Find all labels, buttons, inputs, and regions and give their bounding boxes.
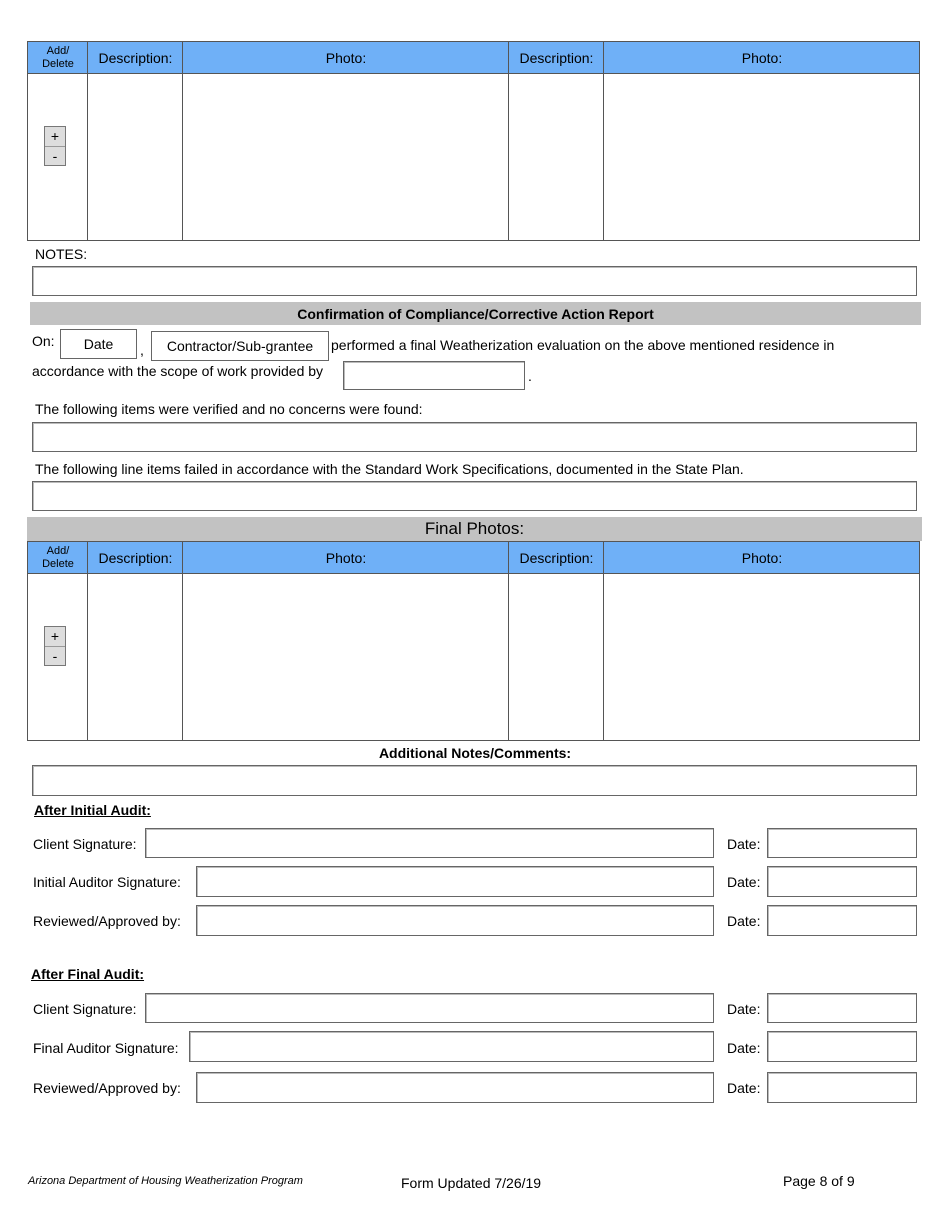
confirmation-title: Confirmation of Compliance/Corrective Action Report <box>30 302 921 325</box>
initial-client-signature-field[interactable] <box>145 828 714 858</box>
add-delete-header <box>28 542 88 574</box>
photo-header: Photo: <box>325 50 367 66</box>
notes-label: NOTES: <box>35 246 88 262</box>
additional-notes-field[interactable] <box>32 765 917 796</box>
add-delete-stepper <box>44 626 66 666</box>
footer-page-number: Page 8 of 9 <box>783 1173 855 1189</box>
add-row-button[interactable]: + <box>45 127 65 147</box>
period-text: . <box>528 368 532 384</box>
on-label: On: <box>32 333 55 349</box>
add-delete-header-line1: Add/ <box>46 545 70 557</box>
final-reviewed-by-label: Reviewed/Approved by: <box>33 1080 181 1096</box>
date-label: Date: <box>727 913 761 929</box>
footer-program-name: Arizona Department of Housing Weatherization Program <box>28 1175 303 1187</box>
date-button[interactable]: Date <box>60 329 137 359</box>
add-delete-header-line2: Delete <box>42 558 74 570</box>
initial-client-date-field[interactable] <box>767 828 917 858</box>
final-auditor-date-field[interactable] <box>767 1031 917 1062</box>
date-label: Date: <box>727 874 761 890</box>
initial-auditor-signature-label: Initial Auditor Signature: <box>33 874 181 890</box>
evaluation-sentence-part2: accordance with the scope of work provided by <box>32 363 324 379</box>
delete-row-button[interactable]: - <box>52 648 58 664</box>
initial-reviewed-date-field[interactable] <box>767 905 917 936</box>
contractor-button[interactable]: Contractor/Sub-grantee <box>151 331 329 361</box>
footer-form-updated: Form Updated 7/26/19 <box>401 1175 542 1191</box>
after-initial-audit-title: After Initial Audit: <box>34 802 151 818</box>
photo-table-top <box>27 41 920 241</box>
additional-notes-label: Additional Notes/Comments: <box>378 745 572 761</box>
initial-auditor-signature-field[interactable] <box>196 866 714 897</box>
scope-provider-field[interactable] <box>343 361 525 390</box>
comma-text: , <box>140 342 144 358</box>
photo-header: Photo: <box>741 50 783 66</box>
verified-items-label: The following items were verified and no concerns were found: <box>35 401 423 417</box>
final-auditor-signature-label: Final Auditor Signature: <box>33 1040 179 1056</box>
delete-row-button[interactable]: - <box>52 148 58 164</box>
final-auditor-signature-field[interactable] <box>189 1031 714 1062</box>
date-label: Date: <box>727 836 761 852</box>
photo-header: Photo: <box>325 550 367 566</box>
notes-field[interactable] <box>32 266 917 296</box>
initial-auditor-date-field[interactable] <box>767 866 917 897</box>
description-header: Description: <box>519 550 594 566</box>
add-delete-header-line1: Add/ <box>46 45 70 57</box>
final-reviewed-by-field[interactable] <box>196 1072 714 1103</box>
evaluation-sentence-part1: performed a final Weatherization evaluation on the above mentioned residence in <box>331 337 835 353</box>
final-client-date-field[interactable] <box>767 993 917 1023</box>
add-delete-header-line2: Delete <box>42 58 74 70</box>
verified-items-field[interactable] <box>32 422 917 452</box>
final-client-signature-label: Client Signature: <box>33 1001 137 1017</box>
final-client-signature-field[interactable] <box>145 993 714 1023</box>
initial-reviewed-by-field[interactable] <box>196 905 714 936</box>
description-header: Description: <box>98 550 173 566</box>
description-header: Description: <box>98 50 173 66</box>
date-label: Date: <box>727 1080 761 1096</box>
after-final-audit-title: After Final Audit: <box>31 966 145 982</box>
photo-table-final <box>27 541 920 741</box>
description-header: Description: <box>519 50 594 66</box>
initial-reviewed-by-label: Reviewed/Approved by: <box>33 913 181 929</box>
failed-items-label: The following line items failed in accordance with the Standard Work Specifications, documented in the State Plan. <box>35 461 744 477</box>
final-reviewed-date-field[interactable] <box>767 1072 917 1103</box>
add-delete-stepper <box>44 126 66 166</box>
initial-client-signature-label: Client Signature: <box>33 836 137 852</box>
failed-items-field[interactable] <box>32 481 917 511</box>
photo-header: Photo: <box>741 550 783 566</box>
final-photos-title: Final Photos: <box>27 517 922 541</box>
add-delete-header <box>28 42 88 74</box>
add-row-button[interactable]: + <box>45 627 65 647</box>
date-label: Date: <box>727 1001 761 1017</box>
date-label: Date: <box>727 1040 761 1056</box>
